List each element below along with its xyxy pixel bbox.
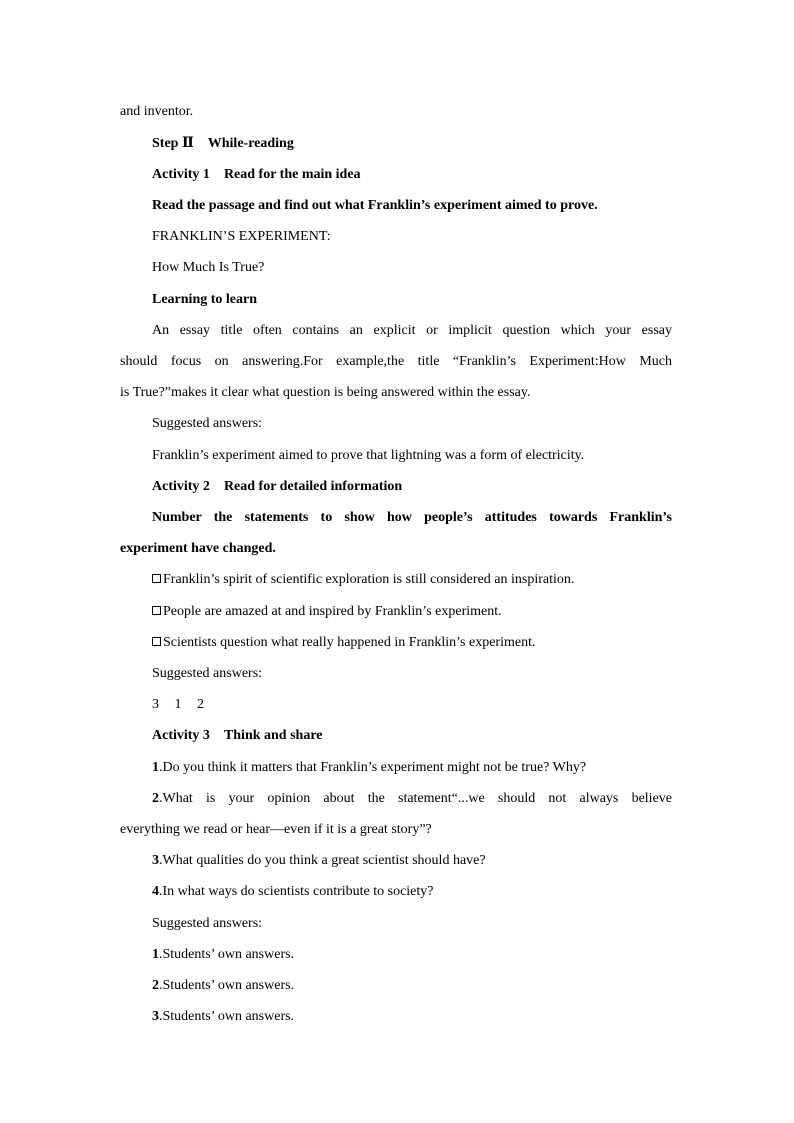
question-text: .What is your opinion about the statement“...we should not always believe [159, 791, 672, 806]
answer-number: 1 [152, 947, 159, 962]
question-number: 3 [152, 853, 159, 868]
step-title: While-reading [207, 136, 294, 151]
activity1-instruction: Read the passage and find out what Franklin’s experiment aimed to prove. [152, 198, 598, 213]
activity1-answer-text: Franklin’s experiment aimed to prove that lightning was a form of electricity. [152, 448, 585, 463]
learning-heading: Learning to learn [152, 292, 257, 307]
activity2-label: Activity 2 [152, 479, 210, 494]
checkbox-square-icon [152, 606, 161, 615]
question-item [152, 852, 672, 870]
activity2-instruction-line1: Number the statements to show how people’s attitudes towards Franklin’s [152, 510, 672, 525]
activity2-answers-label: Suggested answers: [152, 666, 263, 681]
passage-title-line2: How Much Is True? [152, 260, 265, 275]
activity2-instruction-line2: experiment have changed. [120, 541, 276, 556]
answer-text: .Students’ own answers. [159, 1009, 295, 1024]
step-label: Step Ⅱ [152, 136, 194, 151]
question-text: .Do you think it matters that Franklin’s experiment might not be true? Why? [159, 760, 587, 775]
statement-item [152, 571, 672, 589]
answer-text: .Students’ own answers. [159, 978, 295, 993]
activity2-heading [152, 478, 672, 496]
answer-item [152, 1008, 672, 1026]
question-text: .What qualities do you think a great scientist should have? [159, 853, 486, 868]
statement-text: People are amazed at and inspired by Franklin’s experiment. [163, 604, 502, 619]
activity3-label: Activity 3 [152, 728, 210, 743]
activity1-title: Read for the main idea [223, 167, 361, 182]
passage-title-line1: FRANKLIN’S EXPERIMENT: [152, 229, 331, 244]
activity2-answers: 3 1 2 [152, 697, 204, 712]
activity2-title: Read for detailed information [223, 479, 403, 494]
activity1-label: Activity 1 [152, 167, 210, 182]
intro-tail: and inventor. [120, 104, 194, 119]
activity3-answers-label: Suggested answers: [152, 916, 263, 931]
activity3-heading [152, 727, 672, 745]
activity3-title: Think and share [223, 728, 323, 743]
answer-item [152, 946, 672, 964]
activity1-answers-label: Suggested answers: [152, 416, 263, 431]
statement-item [152, 603, 672, 621]
learning-line2: should focus on answering.For example,the title “Franklin’s Experiment:How Much [120, 354, 672, 369]
question-number: 1 [152, 760, 159, 775]
answer-item [152, 977, 672, 995]
statement-text: Scientists question what really happened in Franklin’s experiment. [163, 635, 536, 650]
checkbox-square-icon [152, 574, 161, 583]
answer-number: 3 [152, 1009, 159, 1024]
activity1-heading [152, 166, 672, 184]
question-text: .In what ways do scientists contribute to society? [159, 884, 434, 899]
question-item [152, 883, 672, 901]
question-number: 2 [152, 791, 159, 806]
question-item [152, 790, 672, 808]
step-heading [152, 135, 672, 153]
question-item [152, 759, 672, 777]
answer-number: 2 [152, 978, 159, 993]
question-continuation: everything we read or hear—even if it is a great story”? [120, 822, 432, 837]
statement-text: Franklin’s spirit of scientific exploration is still considered an inspiration. [163, 572, 575, 587]
question-number: 4 [152, 884, 159, 899]
learning-line3: is True?”makes it clear what question is being answered within the essay. [120, 385, 531, 400]
checkbox-square-icon [152, 637, 161, 646]
answer-text: .Students’ own answers. [159, 947, 295, 962]
statement-item [152, 634, 672, 652]
learning-line1: An essay title often contains an explicit or implicit question which your essay [152, 323, 672, 338]
